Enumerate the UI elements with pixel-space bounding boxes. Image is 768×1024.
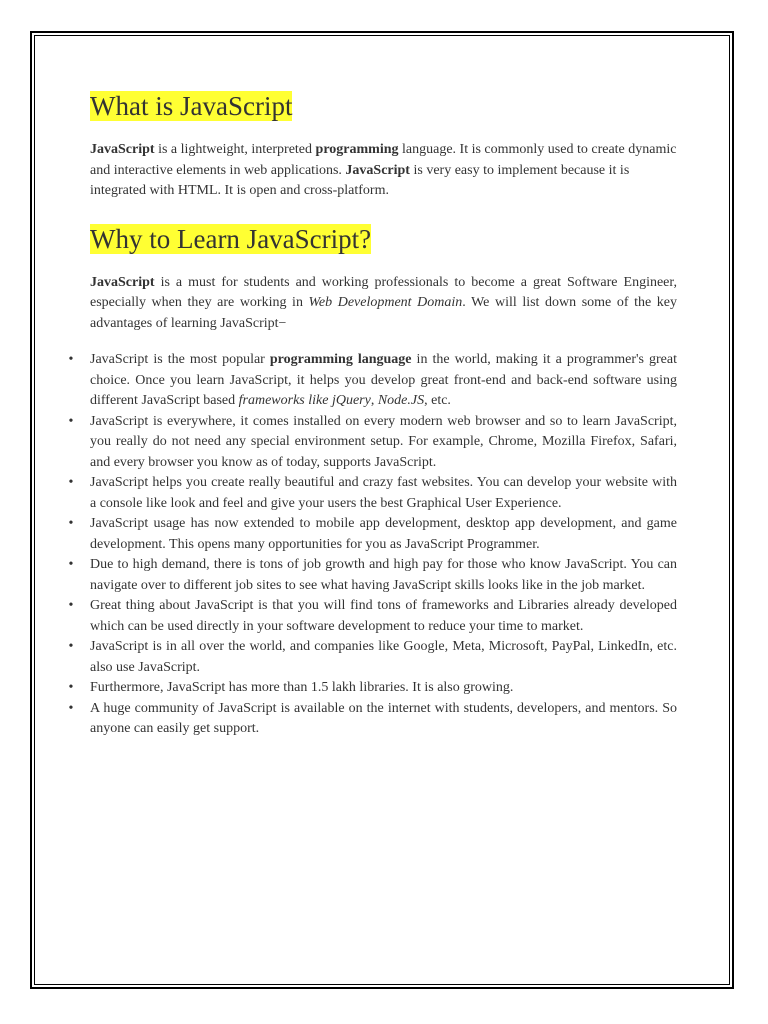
heading-highlight: Why to Learn JavaScript? bbox=[90, 223, 372, 254]
paragraph-text: . We will list down some of the key advantages of learning JavaScript− bbox=[90, 295, 677, 331]
bullet-icon: • bbox=[68, 475, 74, 490]
list-item bbox=[68, 350, 677, 412]
bullet-icon: • bbox=[68, 639, 74, 654]
list-item bbox=[68, 637, 677, 678]
list-item-text: Due to high demand, there is tons of job growth and high pay for those who know JavaScript. You can navigate over to different job sites to see what having JavaScript skills looks like in the job market. bbox=[90, 557, 677, 593]
list-item-text: A huge community of JavaScript is available on the internet with students, developers, and mentors. So anyone can easily get support. bbox=[90, 700, 677, 736]
heading-what-is-javascript bbox=[90, 88, 677, 124]
paragraph-text: is a must for students and working professionals to become a great Software Engineer, especially when they are working in bbox=[90, 274, 677, 310]
bold-term: programming language bbox=[269, 352, 412, 367]
list-item-text: in the world, making it a programmer's great choice. Once you learn JavaScript, it helps you develop great front-end and back-end software using different JavaScript based bbox=[90, 352, 677, 408]
bold-term: JavaScript bbox=[90, 142, 155, 157]
list-item bbox=[68, 699, 677, 740]
heading-why-learn-javascript bbox=[90, 221, 677, 257]
document-body bbox=[68, 88, 677, 740]
bold-term: JavaScript bbox=[345, 162, 410, 178]
list-item bbox=[68, 596, 677, 637]
why-learn-paragraph bbox=[90, 273, 677, 335]
bold-term: programming bbox=[315, 142, 399, 157]
bold-term: JavaScript bbox=[90, 274, 155, 290]
list-item bbox=[68, 412, 677, 474]
bullet-icon: • bbox=[68, 680, 74, 695]
list-item bbox=[68, 555, 677, 596]
paragraph-text: is very easy to implement because it is integrated with HTML. It is open and cross-platform. bbox=[90, 162, 630, 198]
italic-term: Node.JS bbox=[377, 393, 425, 408]
heading-highlight: What is JavaScript bbox=[90, 91, 293, 121]
what-is-javascript-paragraph bbox=[90, 140, 677, 202]
paragraph-text: is a lightweight, interpreted bbox=[154, 142, 316, 157]
bullet-icon: • bbox=[68, 516, 74, 531]
advantages-list bbox=[68, 350, 677, 740]
list-item-text: Great thing about JavaScript is that you will find tons of frameworks and Libraries already developed which can be used directly in your software development to reduce your time to market. bbox=[90, 598, 677, 634]
list-item-text: JavaScript is everywhere, it comes installed on every modern web browser and so to learn JavaScript, you really do not need any special environment setup. For example, Chrome, Mozilla Firefox, Safari, and every browser you know as of today, supports JavaScript. bbox=[90, 413, 677, 470]
bullet-icon: • bbox=[68, 700, 74, 716]
list-item bbox=[68, 514, 677, 555]
bullet-icon: • bbox=[68, 413, 74, 429]
list-item bbox=[68, 678, 677, 699]
list-item-text: , bbox=[370, 393, 378, 408]
bullet-icon: • bbox=[68, 598, 74, 613]
list-item-text: JavaScript is the most popular bbox=[90, 352, 270, 367]
list-item bbox=[68, 473, 677, 514]
list-item-text: JavaScript is in all over the world, and companies like Google, Meta, Microsoft, PayPal, LinkedIn, etc. also use JavaScript. bbox=[90, 639, 677, 675]
paragraph-text: language. It is commonly used to create dynamic and interactive elements in web applications. bbox=[90, 142, 677, 178]
italic-term: Web Development Domain bbox=[308, 295, 463, 310]
bullet-icon: • bbox=[68, 557, 74, 572]
list-item-text: Furthermore, JavaScript has more than 1.5 lakh libraries. It is also growing. bbox=[90, 680, 514, 695]
bullet-icon: • bbox=[68, 352, 74, 367]
italic-term: frameworks like jQuery bbox=[238, 393, 371, 408]
list-item-text: JavaScript usage has now extended to mobile app development, desktop app development, and game development. This opens many opportunities for you as JavaScript Programmer. bbox=[90, 516, 677, 552]
list-item-text: JavaScript helps you create really beautiful and crazy fast websites. You can develop your website with a console like look and feel and give your users the best Graphical User Experience. bbox=[90, 475, 677, 511]
list-item-text: , etc. bbox=[424, 393, 451, 408]
